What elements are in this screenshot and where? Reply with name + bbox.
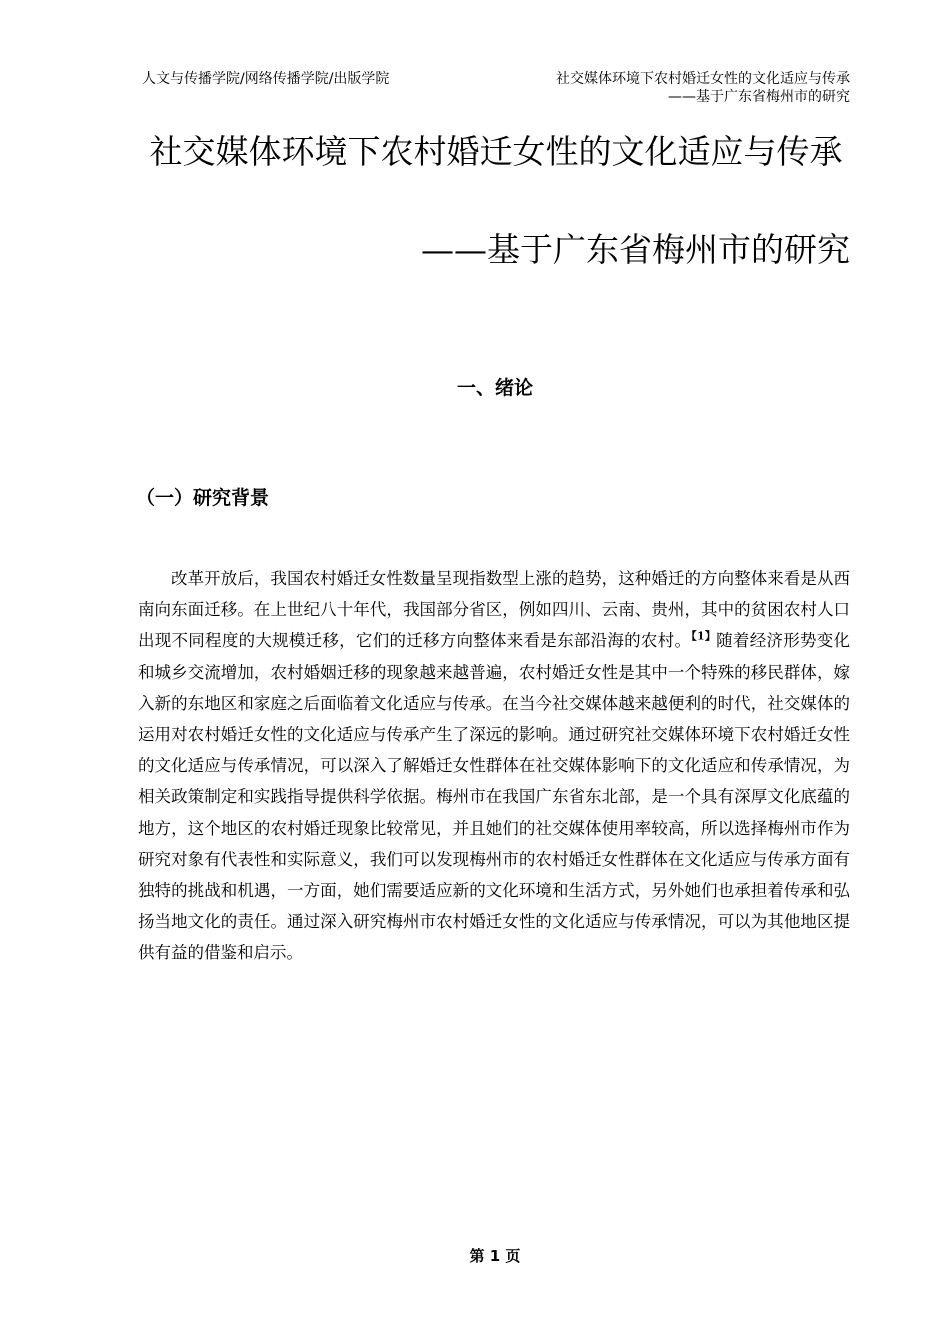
section-heading: 一、绪论 bbox=[456, 377, 533, 399]
document-subtitle: ——基于广东省梅州市的研究 bbox=[421, 230, 850, 269]
running-header-right bbox=[556, 70, 850, 106]
subsection-heading: （一）研究背景 bbox=[136, 487, 270, 509]
running-header-left: 人文与传播学院/网络传播学院/出版学院 bbox=[142, 71, 390, 87]
citation-marker: 【1】 bbox=[691, 629, 717, 643]
paragraph-text-part2: 随着经济形势变化和城乡交流增加，农村婚姻迁移的现象越来越普遍，农村婚迁女性是其中一个特殊的移民群体，嫁入新的东地区和家庭之后面临着文化适应与传承。在当今社交媒体越来越便利的时代，社交媒体的运用对农村婚迁女性的文化适应与传承产生了深远的影响。通过研究社交媒体环境下农村婚迁女性的文化适应与传承情况，可以深入了解婚迁女性群体在社交媒体影响下的文化适应和传承情况，为相关政策制定和实践指导提供科学依据。梅州市在我国广东省东北部，是一个具有深厚文化底蕴的地方，这个地区的农村婚迁现象比较常见，并且她们的社交媒体使用率较高，所以选择梅州市作为研究对象有代表性和实际意义，我们可以发现梅州市的农村婚迁女性群体在文化适应与传承方面有独特的挑战和机遇，一方面，她们需要适应新的文化环境和生活方式，另外她们也承担着传承和弘扬当地文化的责任。通过深入研究梅州市农村婚迁女性的文化适应与传承情况，可以为其他地区提供有益的借鉴和启示。 bbox=[138, 631, 851, 963]
page-number: 第 1 页 bbox=[469, 1247, 521, 1265]
paragraph-text-part1: 改革开放后，我国农村婚迁女性数量呈现指数型上涨的趋势，这种婚迁的方向整体来看是从西南向东面迁移。在上世纪八十年代，我国部分省区，例如四川、云南、贵州，其中的贫困农村人口出现不同程度的大规模迁移，它们的迁移方向整体来看是东部沿海的农村。 bbox=[138, 569, 850, 651]
body-paragraph bbox=[138, 563, 850, 969]
running-header-title: 社交媒体环境下农村婚迁女性的文化适应与传承 bbox=[556, 71, 850, 87]
document-title: 社交媒体环境下农村婚迁女性的文化适应与传承 bbox=[149, 132, 843, 171]
running-header-subtitle: ——基于广东省梅州市的研究 bbox=[668, 89, 850, 105]
